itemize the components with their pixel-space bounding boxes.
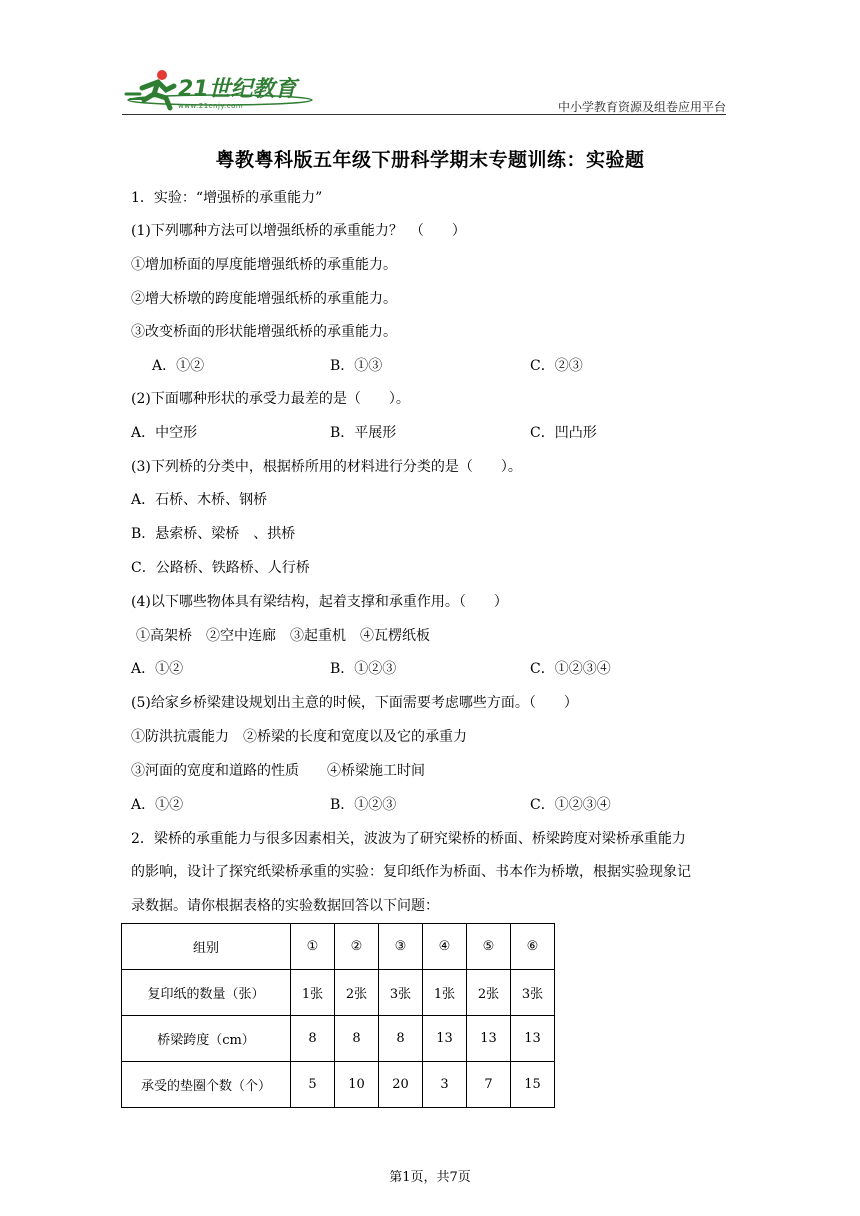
q1-p2-option-b: B．平展形 [330,425,397,441]
q1-p5-statement-1: ①防洪抗震能力 ②桥梁的长度和宽度以及它的承重力 [131,729,467,745]
q1-p5-option-b: B．①②③ [330,797,397,813]
logo-url: www.21cnjy.com [178,102,244,110]
q1-p4-option-c: C．①②③④ [530,661,611,677]
table-cell: 10 [335,1062,379,1108]
q1-stem: 1．实验：“增强桥的承重能力” [131,190,323,206]
header-divider [122,114,726,115]
q2-stem-line-3: 录数据。请你根据表格的实验数据回答以下问题： [131,898,439,914]
q1-p5-statement-2: ③河面的宽度和道路的性质 ④桥梁施工时间 [131,763,425,779]
table-cell: ③ [379,924,423,970]
experiment-table [121,923,555,1108]
table-cell: 承受的垫圈个数（个） [122,1062,291,1108]
table-cell: 1张 [423,970,467,1016]
q1-p1-statement-2: ②增大桥墩的跨度能增强纸桥的承重能力。 [131,291,397,307]
table-cell: 组别 [122,924,291,970]
table-cell: 2张 [467,970,511,1016]
table-cell: ① [291,924,335,970]
table-cell: 8 [291,1016,335,1062]
table-cell: 8 [379,1016,423,1062]
logo [122,64,322,116]
table-cell: 20 [379,1062,423,1108]
q2-stem-line-2: 的影响，设计了探究纸梁桥承重的实验：复印纸作为桥面、书本作为桥墩，根据实验现象记 [131,864,691,880]
page-title: 粤教粤科版五年级下册科学期末专题训练：实验题 [215,149,645,171]
q1-p1-statement-3: ③改变桥面的形状能增强纸桥的承重能力。 [131,324,397,340]
table-cell: 13 [423,1016,467,1062]
platform-name: 中小学教育资源及组卷应用平台 [557,100,726,114]
q1-p1-statement-1: ①增加桥面的厚度能增强纸桥的承重能力。 [131,257,397,273]
table-cell: 复印纸的数量（张） [122,970,291,1016]
q1-p3-option-b: B．悬索桥、梁桥 、拱桥 [131,526,296,542]
table-cell: 13 [467,1016,511,1062]
q1-p3-option-c: C．公路桥、铁路桥、人行桥 [131,560,310,576]
table-cell: ⑥ [511,924,555,970]
q1-p4-items: ①高架桥 ②空中连廊 ③起重机 ④瓦楞纸板 [136,628,430,644]
table-cell: 7 [467,1062,511,1108]
q1-p5-stem: (5)给家乡桥梁建设规划出主意的时候，下面需要考虑哪些方面。（ ） [131,695,578,711]
q1-p2-stem: (2)下面哪种形状的承受力最差的是（ ）。 [131,391,410,407]
table-row [122,1062,555,1108]
table-row [122,924,555,970]
table-cell: ② [335,924,379,970]
q2-stem-line-1: 2．梁桥的承重能力与很多因素相关，波波为了研究梁桥的桥面、桥梁跨度对梁桥承重能力 [131,831,686,847]
q1-p1-option-a: A．①② [152,358,205,374]
q1-p5-option-c: C．①②③④ [530,797,611,813]
table-row [122,970,555,1016]
q1-p4-option-b: B．①②③ [330,661,397,677]
table-cell: ④ [423,924,467,970]
table-cell: 5 [291,1062,335,1108]
q1-p3-stem: (3)下列桥的分类中，根据桥所用的材料进行分类的是（ ）。 [131,459,522,475]
q1-p4-option-a: A．①② [131,661,184,677]
table-row [122,1016,555,1062]
q1-p1-option-b: B．①③ [330,358,383,374]
table-cell: 3 [423,1062,467,1108]
table-cell: 1张 [291,970,335,1016]
table-cell: 8 [335,1016,379,1062]
page-header [122,64,726,116]
logo-text: 21世纪教育 [178,77,297,102]
table-cell: 2张 [335,970,379,1016]
table-cell: 13 [511,1016,555,1062]
q1-p2-option-c: C．凹凸形 [530,425,597,441]
q1-p5-option-a: A．①② [131,797,184,813]
table-cell: 桥梁跨度（cm） [122,1016,291,1062]
table-cell: 15 [511,1062,555,1108]
page-footer: 第1页，共7页 [389,1170,471,1185]
q1-p2-option-a: A．中空形 [131,425,198,441]
q1-p1-stem: (1)下列哪种方法可以增强纸桥的承重能力？ （ ） [131,223,466,239]
table-cell: 3张 [511,970,555,1016]
table-cell: 3张 [379,970,423,1016]
q1-p3-option-a: A．石桥、木桥、钢桥 [131,492,268,508]
q1-p1-option-c: C．②③ [530,358,583,374]
q1-p4-stem: (4)以下哪些物体具有梁结构，起着支撑和承重作用。（ ） [131,594,508,610]
table-cell: ⑤ [467,924,511,970]
